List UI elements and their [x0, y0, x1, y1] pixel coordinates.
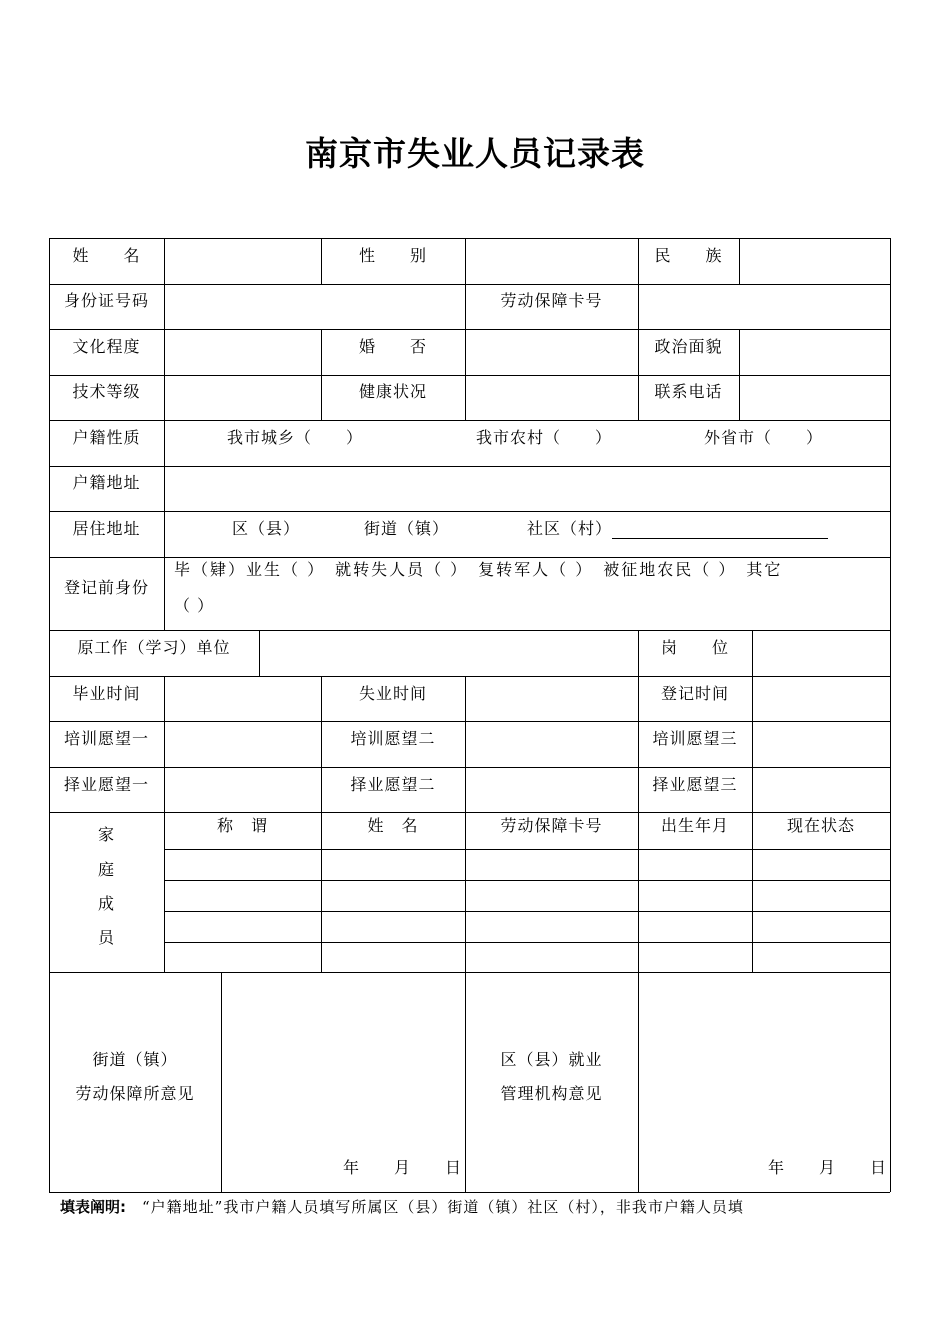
family-header-status: 现在状态: [786, 816, 855, 835]
street-office-date: 年 月 日: [343, 1158, 463, 1177]
training-wish-1-label: 培训愿望一: [63, 729, 149, 748]
family-label-char-2: 庭: [97, 860, 115, 879]
note-label: 填表阐明:: [60, 1198, 126, 1216]
family-label-char-1: 家: [97, 825, 115, 844]
family-header-birth: 出生年月: [660, 816, 729, 835]
job-wish-1-label: 择业愿望一: [63, 775, 149, 794]
phone-label: 联系电话: [654, 382, 723, 401]
street-office-label-1: 街道（镇）: [92, 1050, 178, 1069]
community-blank[interactable]: [612, 522, 828, 539]
district-office-label-1: 区（县）就业: [500, 1050, 603, 1069]
district-office-date: 年 月 日: [768, 1158, 888, 1177]
registration-time-label: 登记时间: [660, 684, 729, 703]
marital-label: 婚 否: [358, 337, 427, 356]
unemployment-time-label: 失业时间: [358, 684, 427, 703]
hukou-city-rural-option[interactable]: 我市农村（ ）: [476, 428, 613, 447]
prior-identity-options[interactable]: 毕（肄）业生（ ） 就转失人员（ ） 复转军人（ ） 被征地农民（ ） 其它: [174, 560, 783, 579]
fill-instructions: [60, 1196, 744, 1217]
family-header-name: 姓 名: [367, 816, 419, 835]
district-office-label-2: 管理机构意见: [500, 1084, 603, 1103]
note-text: “户籍地址”我市户籍人员填写所属区（县）街道（镇）社区（村），非我市户籍人员填: [126, 1198, 744, 1216]
hukou-type-label: 户籍性质: [72, 428, 141, 447]
page-title: 南京市失业人员记录表: [305, 134, 645, 173]
family-header-relation: 称 谓: [216, 816, 268, 835]
gender-label: 性 别: [358, 246, 427, 265]
family-label-char-4: 员: [97, 928, 115, 947]
record-form: [49, 238, 890, 1192]
ethnicity-label: 民 族: [654, 246, 723, 265]
street-office-label-2: 劳动保障所意见: [75, 1084, 195, 1103]
position-label: 岗 位: [660, 638, 729, 657]
graduation-time-label: 毕业时间: [72, 684, 141, 703]
family-header-labor-card: 劳动保障卡号: [500, 816, 603, 835]
health-label: 健康状况: [358, 382, 427, 401]
name-label: 姓 名: [72, 246, 141, 265]
training-wish-2-label: 培训愿望二: [350, 729, 436, 748]
training-wish-3-label: 培训愿望三: [652, 729, 738, 748]
district-label: 区（县）: [232, 519, 301, 538]
hukou-address-label: 户籍地址: [72, 473, 141, 492]
prior-identity-options-cont[interactable]: （ ）: [174, 596, 215, 615]
residence-label: 居住地址: [72, 519, 141, 538]
political-label: 政治面貌: [654, 337, 723, 356]
skill-level-label: 技术等级: [72, 382, 141, 401]
hukou-city-town-option[interactable]: 我市城乡（ ）: [227, 428, 364, 447]
job-wish-2-label: 择业愿望二: [350, 775, 436, 794]
id-number-label: 身份证号码: [63, 291, 149, 310]
prior-identity-label: 登记前身份: [63, 578, 149, 597]
labor-card-label: 劳动保障卡号: [500, 291, 603, 310]
hukou-other-province-option[interactable]: 外省市（ ）: [704, 428, 824, 447]
former-unit-label: 原工作（学习）单位: [77, 638, 231, 657]
education-label: 文化程度: [72, 337, 141, 356]
community-label: 社区（村）: [527, 519, 828, 539]
family-label-char-3: 成: [97, 894, 115, 913]
job-wish-3-label: 择业愿望三: [652, 775, 738, 794]
street-label: 街道（镇）: [364, 519, 450, 538]
